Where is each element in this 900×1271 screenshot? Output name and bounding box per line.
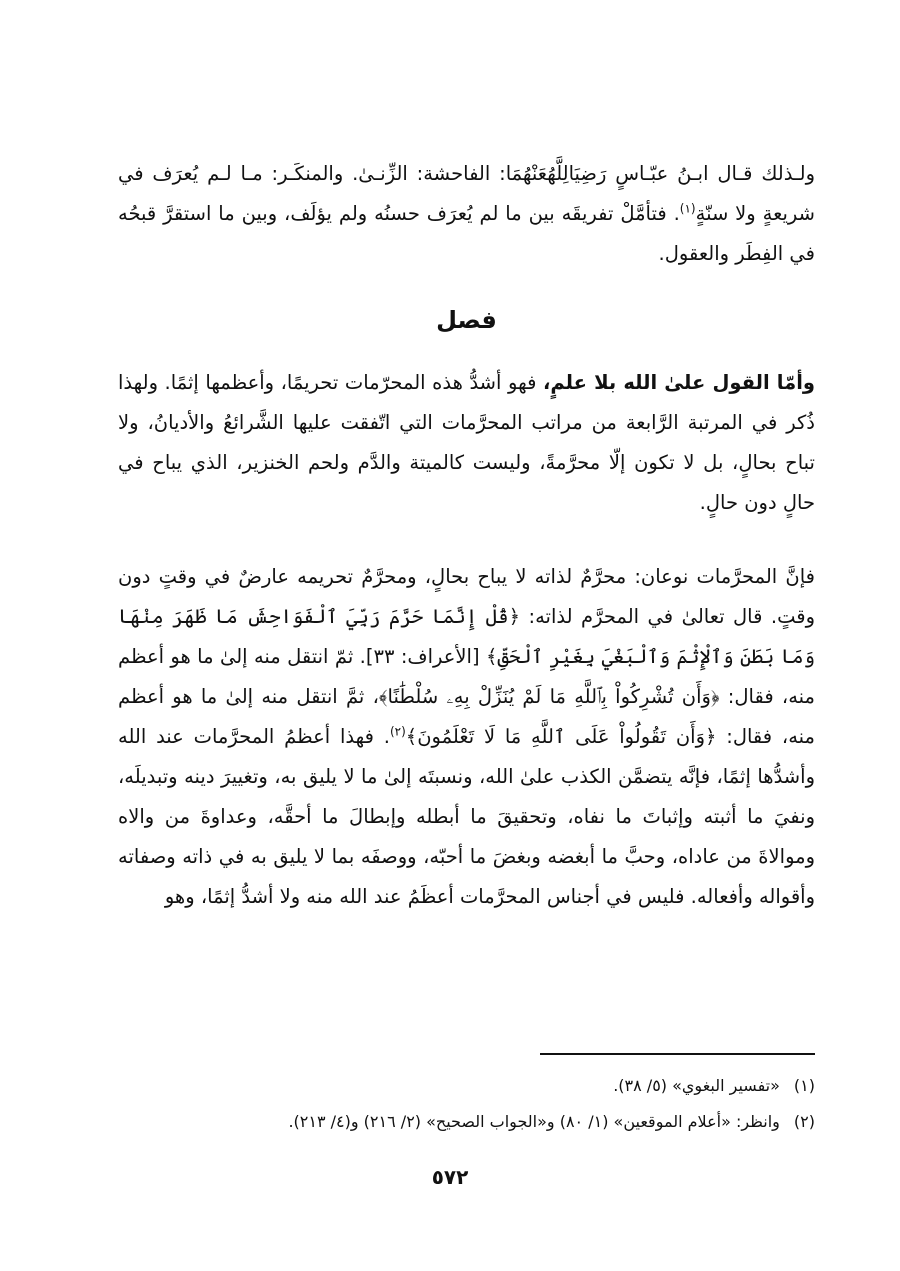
- footnote-text: «تفسير البغوي» (٥/ ٣٨).: [613, 1076, 780, 1095]
- p3-text-3: ، ثمَّ انتقل منه إلىٰ ما هو أعظم منه، فقال:: [118, 685, 815, 748]
- footnote-1: [118, 1068, 815, 1104]
- paragraph-ibn-abbas: [118, 154, 815, 274]
- p3-text-4: . فهذا أعظمُ المحرَّمات عند الله وأشدُّها إثمًا، فإنَّه يتضمَّن الكذب علىٰ الله، ونسبتَه إلىٰ ما لا يليق به، وتغييرَ دينه وتبديلَه، ونفيَ ما أثبته وإثباتَ ما نفاه، وتحقيقَ ما أبطله وإبطالَ ما أحقَّه، وعداوةَ من والاه وموالاةَ من عاداه، وحبَّ ما أبغضه وبغضَ ما أحبّه، ووصفَه بما لا يليق به في ذاته وصفاته وأقواله وأفعاله. فليس في أجناس المحرَّمات أعظَمُ عند الله منه ولا أشدُّ إثمًا، وهو: [118, 725, 815, 908]
- footnote-2: [118, 1104, 815, 1140]
- footnotes: [118, 1068, 815, 1140]
- footnote-number: (١): [793, 1076, 815, 1095]
- p2-rest: فهو أشدُّ هذه المحرّمات تحريمًا، وأعظمها إثمًا. ولهذا ذُكر في المرتبة الرَّابعة من مراتب المحرَّمات التي اتّفقت عليها الشَّرائعُ والأديانُ، ولا تباح بحالٍ، بل لا تكون إلّا محرَّمةً، وليست كالميتة والدَّم ولحم الخنزير، الذي يباح في حالٍ دون حالٍ.: [118, 371, 815, 514]
- p1-text-3: . فتأمَّلْ تفريقَه بين ما لم يُعرَف حسنُه ولم يؤلَف، وبين ما استقرَّ قبحُه في الفِطَر والعقول.: [118, 202, 815, 265]
- quran-verse-2: ﴿وَأَن تُشْرِكُواْ بِٱللَّهِ مَا لَمْ يُنَزِّلْ بِهِۦ سُلْطَٰنًا﴾: [378, 685, 720, 708]
- p1-text-2: : الفاحشة: الزِّنـىٰ. والمنكَـر: مـا لـم يُعرَف في شريعةٍ ولا سنّةٍ: [118, 162, 816, 225]
- p3-text-2: [الأعراف: ٣٣]. ثمّ انتقل منه إلىٰ ما هو أعظم منه، فقال:: [118, 645, 815, 708]
- section-heading: فصل: [436, 306, 497, 334]
- quran-verse-3: ﴿وَأَن تَقُولُواْ عَلَى ٱللَّهِ مَا لَا تَعْلَمُونَ﴾: [405, 725, 717, 748]
- footnote-number: (٢): [793, 1112, 815, 1131]
- quran-verse-1: ﴿قُلْ إِنَّمَا حَرَّمَ رَبِّيَ ٱلْفَوَاحِشَ مَا ظَهَرَ مِنْهَا وَمَا بَطَنَ وَٱلْإِثْمَ وَٱلْبَغْيَ بِغَيْرِ ٱلْحَقِّ﴾: [118, 605, 815, 668]
- honorific-text: رَضِيَالِلَّهُعَنْهُمَا: [505, 162, 607, 185]
- page-number: ٥٧٢: [431, 1165, 469, 1189]
- p3-text-1: فإنَّ المحرَّمات نوعان: محرَّمٌ لذاته لا يباح بحالٍ، ومحرَّمٌ تحريمه عارضٌ في وقتٍ دون وقتٍ. قال تعالىٰ في المحرَّم لذاته:: [118, 565, 815, 628]
- footnote-ref-1: (١): [679, 201, 696, 216]
- p1-text-1: ولـذلك قـال ابـنُ عبّـاسٍ: [606, 162, 816, 185]
- footnote-ref-2: (٢): [389, 724, 406, 739]
- footnote-text: وانظر: «أعلام الموقعين» (١/ ٨٠) و«الجواب الصحيح» (٢/ ٢١٦) و(٤/ ٢١٣).: [288, 1112, 780, 1131]
- paragraph-types-of-prohibitions: [118, 557, 815, 917]
- paragraph-speaking-without-knowledge: [118, 363, 815, 523]
- footnote-separator: [540, 1053, 815, 1055]
- p2-lead: وأمّا القول علىٰ الله بلا علمٍ،: [542, 371, 815, 394]
